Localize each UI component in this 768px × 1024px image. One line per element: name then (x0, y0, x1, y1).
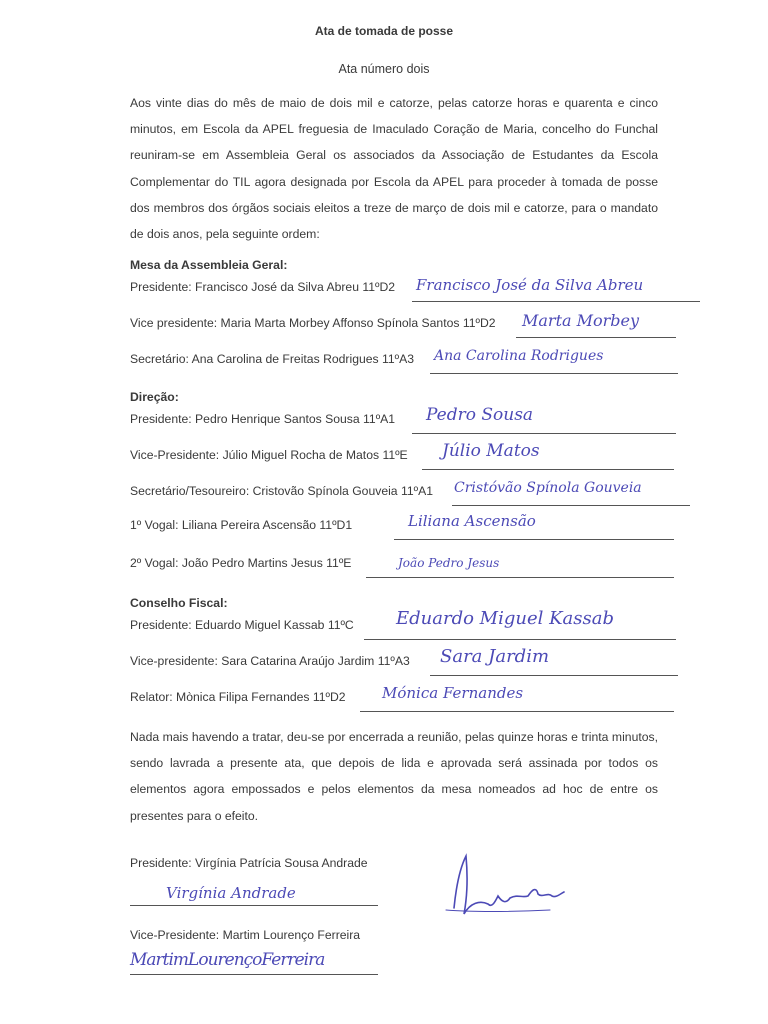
row-label: Relator: Mònica Filipa Fernandes 11ºD2 (130, 690, 346, 704)
closing-paragraph: Nada mais havendo a tratar, deu-se por encerrada a reunião, pelas quinze horas e trinta minutos, sendo lavrada a presente ata, que depois de lida e aprovada será assinada por todos os elementos agora empossados e pelos elementos da mesa nomeados ad hoc de entre os presentes para o efeito. (130, 730, 658, 823)
document-subtitle: Ata número dois (338, 62, 430, 76)
signature-scribble (440, 848, 580, 920)
handwritten-signature: Francisco José da Silva Abreu (416, 276, 644, 294)
handwritten-signature: Cristóvão Spínola Gouveia (454, 480, 642, 496)
row-label: Presidente: Francisco José da Silva Abreu 11ºD2 (130, 280, 396, 294)
signature-row (130, 654, 678, 676)
handwritten-signature: Liliana Ascensão (408, 512, 536, 530)
handwritten-signature: Marta Morbey (522, 311, 640, 330)
section-heading-mesa: Mesa da Assembleia Geral: (130, 258, 288, 272)
adhoc-president-label: Presidente: Virgínia Patrícia Sousa Andrade (130, 856, 368, 870)
signature-row (130, 412, 676, 434)
handwritten-signature: Sara Jardim (440, 646, 550, 667)
handwritten-signature: Mónica Fernandes (382, 684, 524, 702)
row-label: 2º Vogal: João Pedro Martins Jesus 11ºE (130, 556, 352, 570)
document-title: Ata de tomada de posse (314, 24, 454, 38)
intro-paragraph: Aos vinte dias do mês de maio de dois mil e catorze, pelas catorze horas e quarenta e cinco minutos, em Escola da APEL freguesia de Imaculado Coração de Maria, concelho do Funchal reuniram-se em Assembleia Geral os associados da Associação de Estudantes da Escola Complementar do TIL agora designada por Escola da APEL para proceder à tomada de posse dos membros dos órgãos sociais eleitos a treze de março de dois mil e catorze, para o mandato de dois anos, pela seguinte ordem: (130, 96, 658, 242)
handwritten-signature: Virgínia Andrade (166, 884, 296, 902)
row-label: Vice presidente: Maria Marta Morbey Affonso Spínola Santos 11ºD2 (130, 316, 496, 330)
row-label: Vice-Presidente: Júlio Miguel Rocha de Matos 11ºE (130, 448, 408, 462)
row-label: Presidente: Pedro Henrique Santos Sousa 11ºA1 (130, 412, 396, 426)
handwritten-signature: Eduardo Miguel Kassab (396, 608, 615, 629)
section-heading-conselho: Conselho Fiscal: (130, 596, 228, 610)
handwritten-signature: Pedro Sousa (426, 405, 534, 425)
row-label: 1º Vogal: Liliana Pereira Ascensão 11ºD1 (130, 518, 353, 532)
section-heading-direcao: Direção: (130, 390, 179, 404)
signature-row (130, 518, 674, 540)
handwritten-signature: Júlio Matos (442, 441, 540, 461)
row-label: Presidente: Eduardo Miguel Kassab 11ºC (130, 618, 354, 632)
signature-row (130, 448, 674, 470)
row-label: Secretário: Ana Carolina de Freitas Rodrigues 11ºA3 (130, 352, 415, 366)
row-label: Secretário/Tesoureiro: Cristovão Spínola Gouveia 11ºA1 (130, 484, 433, 498)
row-label: Vice-presidente: Sara Catarina Araújo Jardim 11ºA3 (130, 654, 410, 668)
signature-line (130, 974, 378, 975)
handwritten-signature: MartimLourençoFerreira (130, 950, 325, 970)
handwritten-signature: Ana Carolina Rodrigues (434, 348, 604, 364)
adhoc-vice-label: Vice-Presidente: Martim Lourenço Ferreira (130, 928, 361, 942)
handwritten-signature: João Pedro Jesus (398, 556, 500, 570)
signature-line (130, 905, 378, 906)
